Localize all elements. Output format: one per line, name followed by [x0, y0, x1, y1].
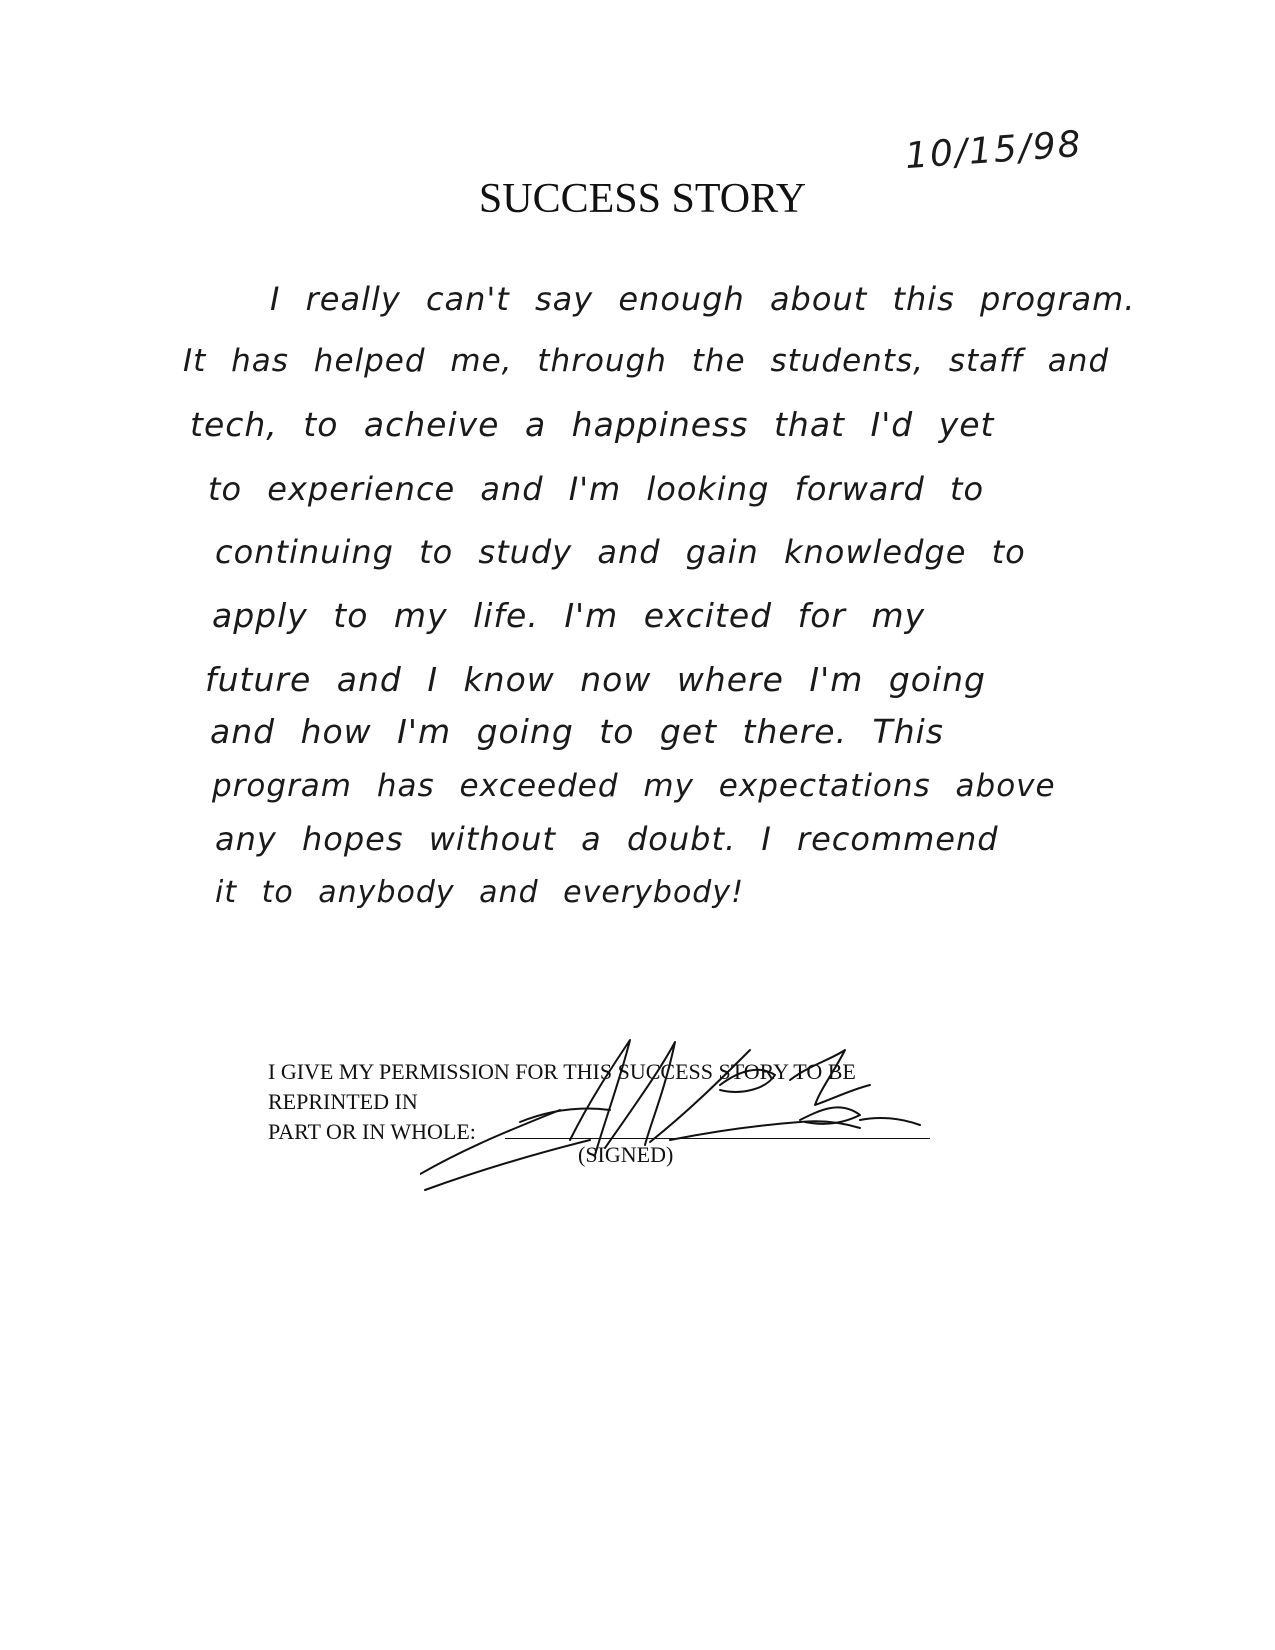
handwritten-date: 10/15/98: [903, 123, 1084, 178]
handwritten-line: program has exceeded my expectations above: [212, 768, 1056, 804]
signed-label: (SIGNED): [578, 1142, 674, 1167]
handwritten-line: apply to my life. I'm excited for my: [212, 596, 926, 635]
handwritten-line: any hopes without a doubt. I recommend: [215, 820, 999, 858]
handwritten-line: it to anybody and everybody!: [215, 875, 745, 910]
handwritten-line: continuing to study and gain knowledge to: [215, 533, 1026, 571]
handwritten-line: to experience and I'm looking forward to: [208, 470, 985, 508]
page-title: SUCCESS STORY: [478, 176, 807, 222]
handwritten-line: and how I'm going to get there. This: [210, 712, 944, 751]
handwritten-signature: [420, 1030, 940, 1200]
handwritten-line: I really can't say enough about this program.: [270, 280, 1136, 318]
handwritten-line: tech, to acheive a happiness that I'd yet: [190, 405, 995, 444]
handwritten-line: It has helped me, through the students, staff and: [183, 343, 1110, 379]
permission-line-1: I GIVE MY PERMISSION FOR THIS SUCCESS STORY TO BE: [268, 1059, 856, 1084]
permission-line-3: PART OR IN WHOLE:: [268, 1119, 476, 1144]
permission-line-2: REPRINTED IN: [268, 1089, 418, 1114]
handwritten-line: future and I know now where I'm going: [205, 660, 986, 699]
